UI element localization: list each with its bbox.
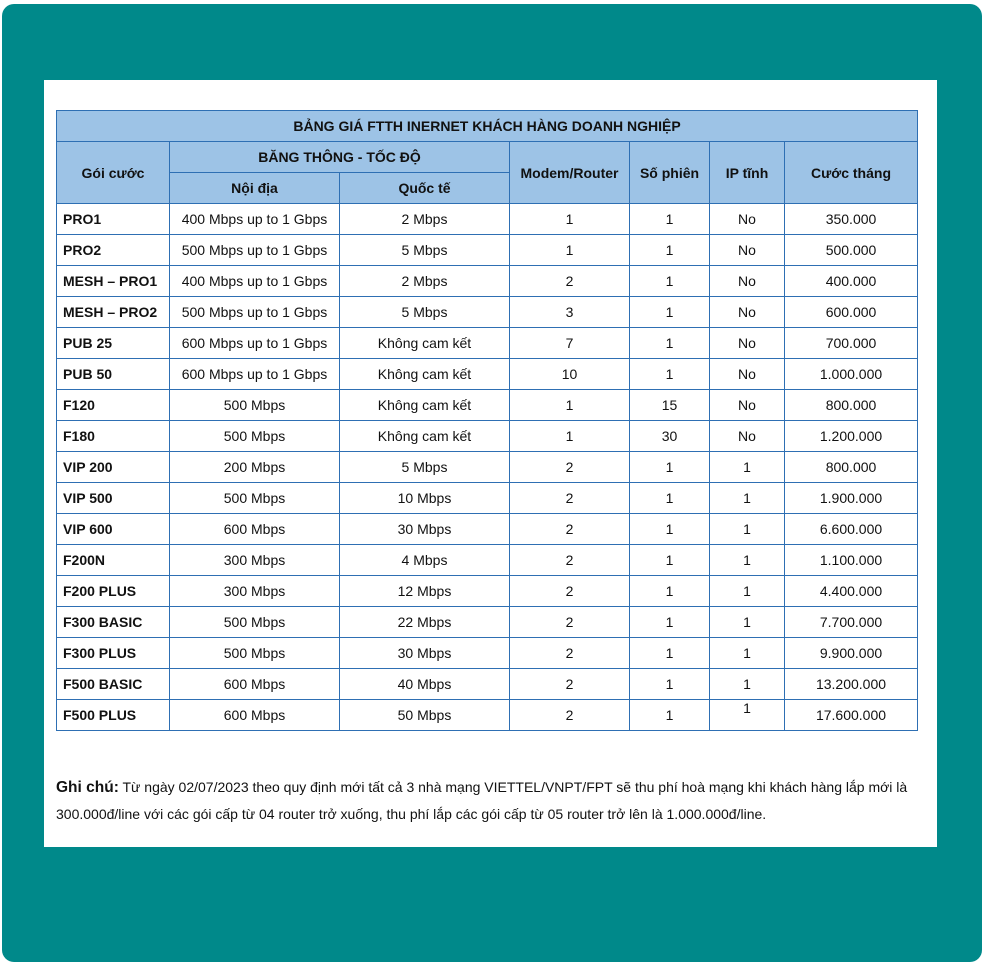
header-modem-router: Modem/Router [510,142,630,204]
cell-sessions: 1 [630,638,710,669]
cell-package: PUB 25 [57,328,170,359]
cell-sessions: 1 [630,607,710,638]
cell-monthly-fee: 1.900.000 [785,483,918,514]
cell-package: F500 PLUS [57,700,170,731]
cell-monthly-fee: 500.000 [785,235,918,266]
cell-international: 2 Mbps [340,204,510,235]
cell-international: Không cam kết [340,328,510,359]
cell-static-ip: No [710,266,785,297]
cell-static-ip: 1 [710,700,785,731]
cell-static-ip: 1 [710,607,785,638]
cell-modem-router: 10 [510,359,630,390]
cell-sessions: 1 [630,328,710,359]
cell-package: VIP 200 [57,452,170,483]
cell-domestic: 300 Mbps [170,545,340,576]
note-label: Ghi chú: [56,779,119,796]
cell-domestic: 600 Mbps up to 1 Gbps [170,359,340,390]
cell-static-ip: 1 [710,545,785,576]
table-row [57,297,918,328]
cell-package: F300 BASIC [57,607,170,638]
cell-monthly-fee: 800.000 [785,452,918,483]
header-package: Gói cước [57,142,170,204]
cell-domestic: 500 Mbps [170,638,340,669]
cell-domestic: 500 Mbps [170,483,340,514]
table-row [57,576,918,607]
table-row [57,421,918,452]
cell-monthly-fee: 17.600.000 [785,700,918,731]
table-row [57,514,918,545]
cell-domestic: 500 Mbps [170,390,340,421]
cell-sessions: 1 [630,359,710,390]
table-row [57,235,918,266]
cell-sessions: 15 [630,390,710,421]
cell-package: F120 [57,390,170,421]
cell-domestic: 400 Mbps up to 1 Gbps [170,204,340,235]
table-row [57,266,918,297]
cell-static-ip: No [710,235,785,266]
table-row [57,669,918,700]
cell-modem-router: 1 [510,390,630,421]
cell-international: 12 Mbps [340,576,510,607]
cell-monthly-fee: 1.200.000 [785,421,918,452]
cell-sessions: 1 [630,545,710,576]
cell-international: Không cam kết [340,359,510,390]
cell-package: F500 BASIC [57,669,170,700]
cell-modem-router: 1 [510,421,630,452]
price-panel [44,80,937,847]
table-body [57,204,918,731]
cell-modem-router: 2 [510,669,630,700]
cell-sessions: 1 [630,266,710,297]
header-static-ip: IP tĩnh [710,142,785,204]
table-row [57,359,918,390]
cell-international: Không cam kết [340,390,510,421]
cell-domestic: 500 Mbps [170,607,340,638]
cell-sessions: 1 [630,452,710,483]
cell-international: 5 Mbps [340,297,510,328]
cell-static-ip: No [710,297,785,328]
cell-package: PRO1 [57,204,170,235]
cell-static-ip: 1 [710,669,785,700]
cell-monthly-fee: 13.200.000 [785,669,918,700]
cell-international: 10 Mbps [340,483,510,514]
cell-package: F300 PLUS [57,638,170,669]
cell-domestic: 600 Mbps [170,514,340,545]
cell-sessions: 1 [630,235,710,266]
cell-monthly-fee: 800.000 [785,390,918,421]
cell-static-ip: No [710,359,785,390]
cell-modem-router: 1 [510,204,630,235]
teal-frame [2,4,982,962]
cell-monthly-fee: 700.000 [785,328,918,359]
header-row [57,142,918,173]
cell-international: Không cam kết [340,421,510,452]
cell-domestic: 500 Mbps up to 1 Gbps [170,235,340,266]
cell-modem-router: 2 [510,700,630,731]
table-row [57,545,918,576]
table-row [57,700,918,731]
cell-international: 40 Mbps [340,669,510,700]
cell-modem-router: 2 [510,607,630,638]
cell-modem-router: 3 [510,297,630,328]
cell-international: 5 Mbps [340,452,510,483]
cell-modem-router: 2 [510,638,630,669]
cell-package: VIP 600 [57,514,170,545]
cell-domestic: 500 Mbps up to 1 Gbps [170,297,340,328]
cell-international: 30 Mbps [340,514,510,545]
cell-monthly-fee: 4.400.000 [785,576,918,607]
cell-monthly-fee: 350.000 [785,204,918,235]
cell-static-ip: 1 [710,576,785,607]
table-row [57,452,918,483]
cell-package: VIP 500 [57,483,170,514]
table-row [57,607,918,638]
table-row [57,204,918,235]
cell-static-ip: No [710,421,785,452]
cell-domestic: 500 Mbps [170,421,340,452]
cell-monthly-fee: 1.100.000 [785,545,918,576]
header-domestic: Nội địa [170,173,340,204]
header-monthly-fee: Cước tháng [785,142,918,204]
cell-sessions: 1 [630,483,710,514]
cell-monthly-fee: 6.600.000 [785,514,918,545]
cell-sessions: 1 [630,576,710,607]
note-text: Từ ngày 02/07/2023 theo quy định mới tất cả 3 nhà mạng VIETTEL/VNPT/FPT sẽ thu phí hoà mạng khi khách hàng lắp mới là 300.000đ/line với các gói cấp từ 04 router trở xuống, thu phí lắp các gói cấp từ 05 router trở lên là 1.000.000đ/line. [56,779,908,822]
cell-monthly-fee: 7.700.000 [785,607,918,638]
cell-modem-router: 7 [510,328,630,359]
cell-domestic: 300 Mbps [170,576,340,607]
cell-modem-router: 2 [510,576,630,607]
cell-modem-router: 2 [510,545,630,576]
cell-static-ip: No [710,204,785,235]
cell-package: F200 PLUS [57,576,170,607]
cell-sessions: 1 [630,204,710,235]
cell-monthly-fee: 400.000 [785,266,918,297]
cell-static-ip: 1 [710,514,785,545]
table-title: BẢNG GIÁ FTTH INERNET KHÁCH HÀNG DOANH NGHIỆP [57,111,918,142]
cell-international: 22 Mbps [340,607,510,638]
table-row [57,328,918,359]
cell-modem-router: 2 [510,514,630,545]
cell-monthly-fee: 600.000 [785,297,918,328]
cell-modem-router: 1 [510,235,630,266]
title-row [57,111,918,142]
cell-static-ip: 1 [710,638,785,669]
cell-package: MESH – PRO1 [57,266,170,297]
cell-modem-router: 2 [510,266,630,297]
cell-package: PUB 50 [57,359,170,390]
cell-domestic: 600 Mbps up to 1 Gbps [170,328,340,359]
cell-sessions: 30 [630,421,710,452]
cell-sessions: 1 [630,700,710,731]
cell-static-ip: 1 [710,452,785,483]
cell-international: 50 Mbps [340,700,510,731]
cell-static-ip: 1 [710,483,785,514]
header-sessions: Số phiên [630,142,710,204]
header-international: Quốc tế [340,173,510,204]
table-row [57,390,918,421]
cell-sessions: 1 [630,669,710,700]
price-table [56,110,918,731]
cell-domestic: 600 Mbps [170,669,340,700]
cell-international: 4 Mbps [340,545,510,576]
cell-monthly-fee: 9.900.000 [785,638,918,669]
cell-modem-router: 2 [510,452,630,483]
cell-modem-router: 2 [510,483,630,514]
cell-sessions: 1 [630,297,710,328]
cell-international: 5 Mbps [340,235,510,266]
cell-domestic: 400 Mbps up to 1 Gbps [170,266,340,297]
table-row [57,638,918,669]
header-bandwidth-group: BĂNG THÔNG - TỐC ĐỘ [170,142,510,173]
table-row [57,483,918,514]
cell-domestic: 600 Mbps [170,700,340,731]
cell-international: 30 Mbps [340,638,510,669]
cell-package: F180 [57,421,170,452]
cell-package: PRO2 [57,235,170,266]
cell-static-ip: No [710,328,785,359]
note [56,774,926,827]
cell-static-ip: No [710,390,785,421]
cell-monthly-fee: 1.000.000 [785,359,918,390]
cell-domestic: 200 Mbps [170,452,340,483]
cell-international: 2 Mbps [340,266,510,297]
cell-sessions: 1 [630,514,710,545]
cell-package: MESH – PRO2 [57,297,170,328]
cell-package: F200N [57,545,170,576]
